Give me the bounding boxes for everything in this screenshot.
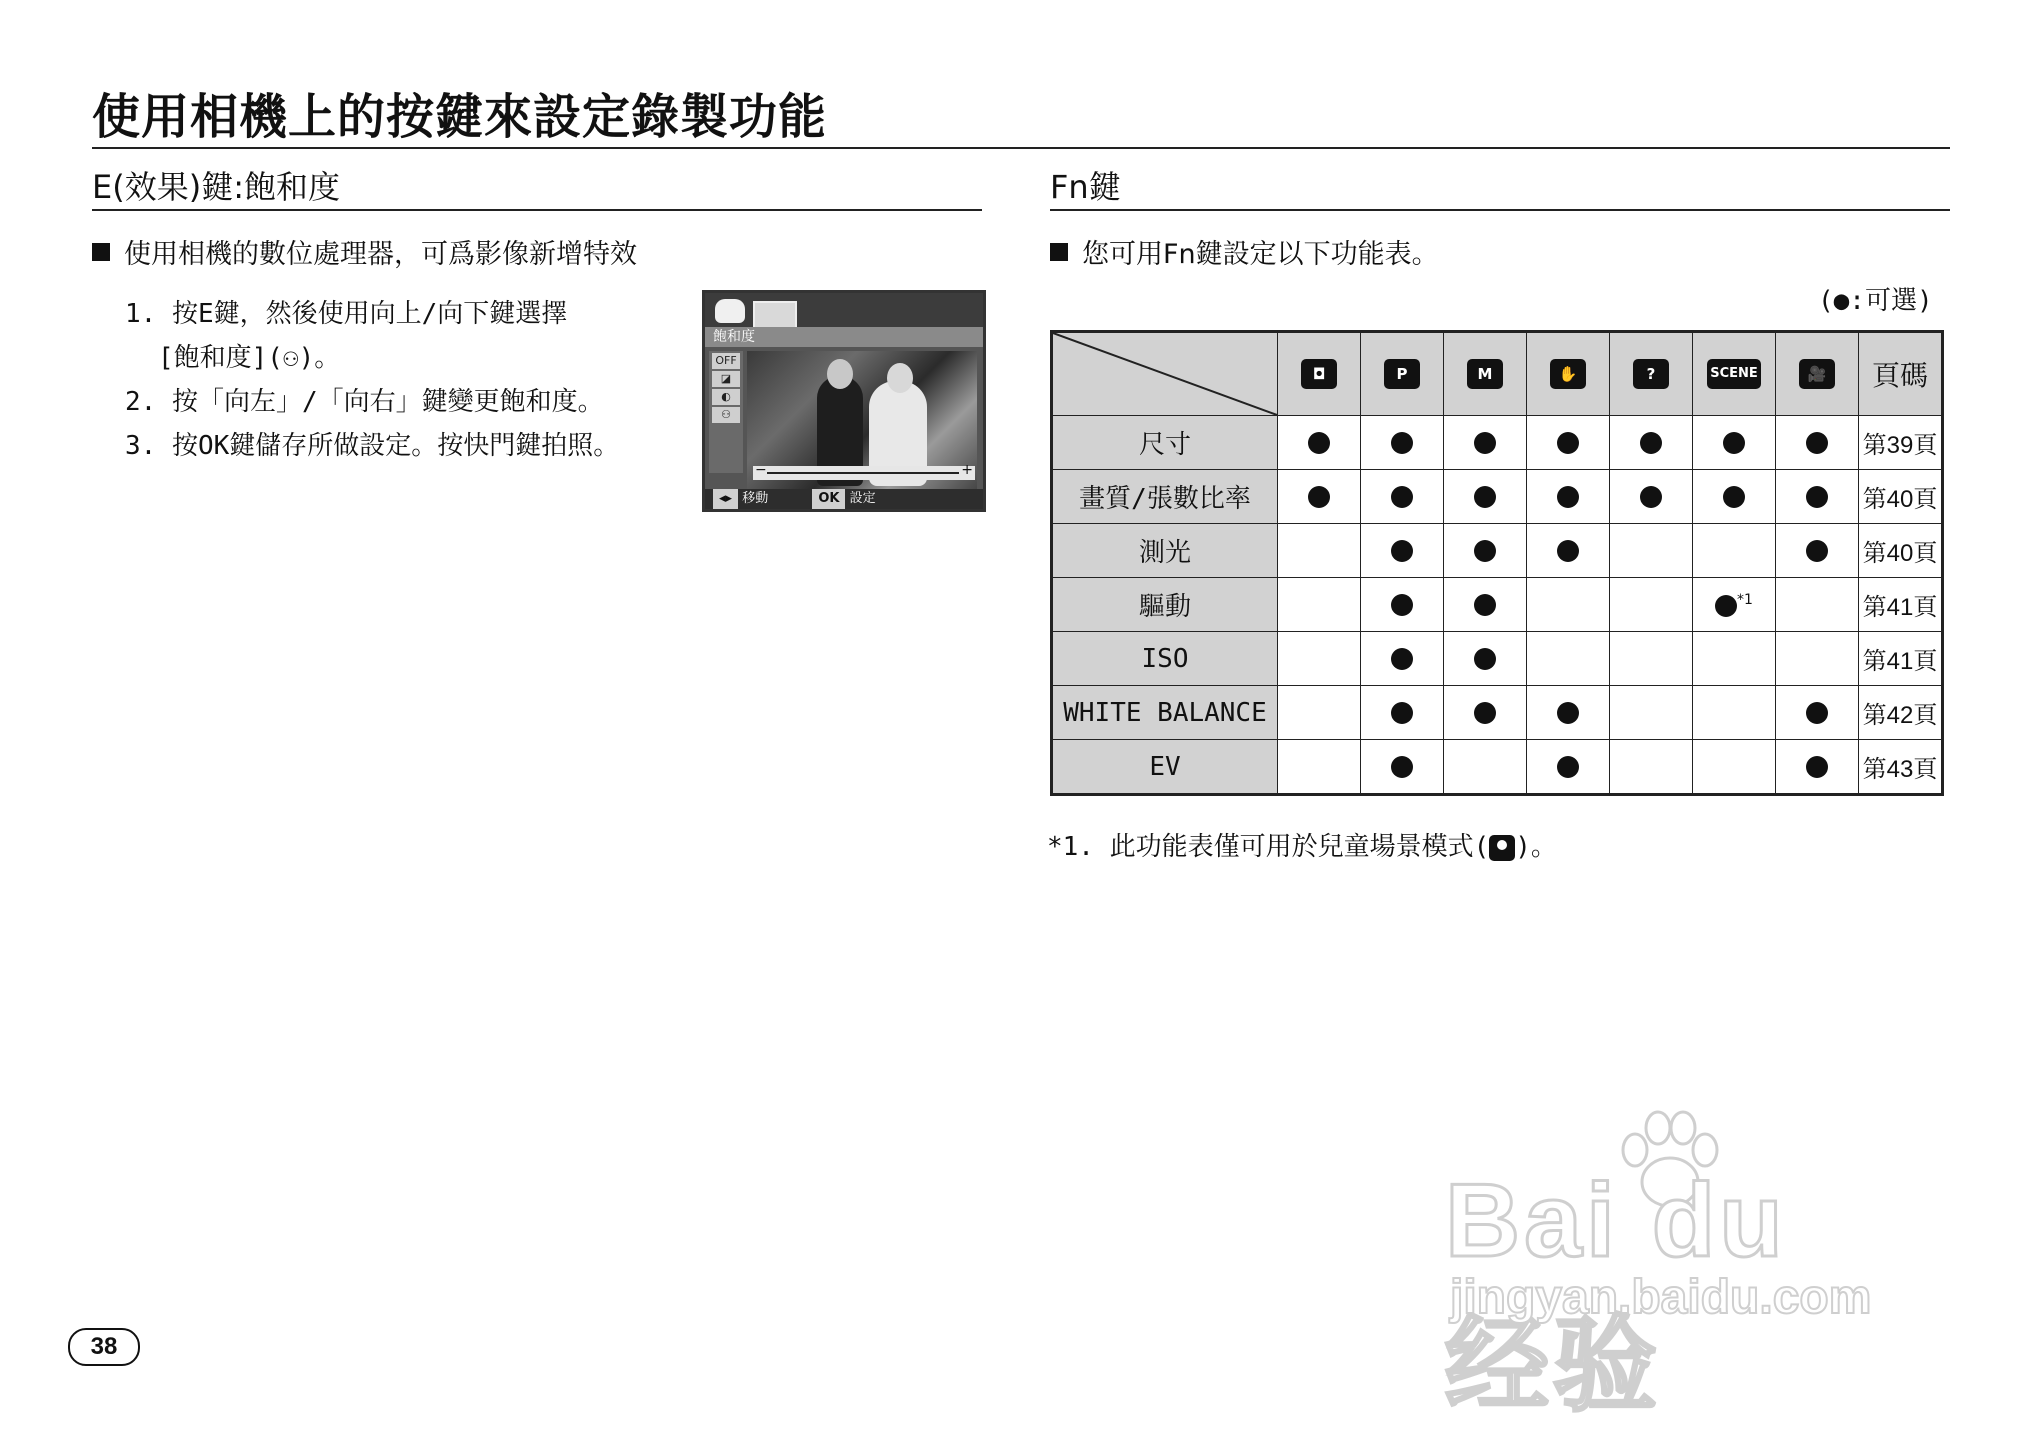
availability-cell xyxy=(1527,416,1610,470)
available-dot-icon xyxy=(1391,540,1413,562)
availability-cell xyxy=(1776,524,1859,578)
optional-legend: (●:可選) xyxy=(1818,286,1933,316)
availability-cell xyxy=(1776,416,1859,470)
page-ref: 第40頁 xyxy=(1859,524,1943,578)
mode-photo-help xyxy=(1610,332,1693,416)
side-item-2: ◪ xyxy=(712,371,740,387)
available-dot-icon xyxy=(1806,432,1828,454)
footnote-text: *1. 此功能表僅可用於兒童場景模式( xyxy=(1047,832,1490,862)
palette-icon xyxy=(715,299,745,323)
photo-bride-head xyxy=(887,363,913,393)
watermark-logo-text: Bai du 经验 xyxy=(1445,1163,1787,1424)
availability-cell xyxy=(1361,740,1444,795)
mode-manual xyxy=(1444,332,1527,416)
page-number: 38 xyxy=(68,1328,140,1366)
availability-cell xyxy=(1444,470,1527,524)
availability-cell xyxy=(1693,686,1776,740)
bullet-square-icon xyxy=(1050,243,1068,261)
left-bullet-text: 使用相機的數位處理器，可爲影像新增特效 xyxy=(124,239,637,270)
available-dot-icon xyxy=(1391,486,1413,508)
available-dot-icon xyxy=(1308,486,1330,508)
saturation-slider xyxy=(753,462,975,480)
diagonal-line xyxy=(1053,333,1277,415)
availability-cell xyxy=(1610,740,1693,795)
film-icon xyxy=(753,301,797,329)
table-row xyxy=(1052,740,1943,795)
available-dot-icon xyxy=(1474,540,1496,562)
movie-icon: 🎥 xyxy=(1799,359,1835,389)
watermark-url: jingyan.baidu.com xyxy=(1450,1271,1872,1324)
available-dot-icon xyxy=(1557,486,1579,508)
available-dot-icon xyxy=(1474,432,1496,454)
row-label: 驅動 xyxy=(1052,578,1278,632)
right-bullet-text: 您可用Fn鍵設定以下功能表。 xyxy=(1082,239,1439,270)
available-dot-icon xyxy=(1640,432,1662,454)
mode-scene xyxy=(1693,332,1776,416)
availability-cell xyxy=(1776,578,1859,632)
camera-lcd-screenshot xyxy=(702,290,986,512)
page-ref: 第39頁 xyxy=(1859,416,1943,470)
available-dot-icon xyxy=(1474,648,1496,670)
availability-cell xyxy=(1693,578,1776,632)
available-dot-icon xyxy=(1474,486,1496,508)
availability-cell xyxy=(1278,632,1361,686)
availability-cell xyxy=(1527,470,1610,524)
effect-key-heading: E(效果)鍵:飽和度 xyxy=(92,168,340,206)
row-label: 尺寸 xyxy=(1052,416,1278,470)
availability-cell xyxy=(1776,632,1859,686)
steps-list xyxy=(125,292,619,468)
availability-cell xyxy=(1693,470,1776,524)
available-dot-icon xyxy=(1723,486,1745,508)
side-item-3: ◐ xyxy=(712,389,740,405)
availability-cell xyxy=(1776,470,1859,524)
row-label: 畫質/張數比率 xyxy=(1052,470,1278,524)
available-dot-icon xyxy=(1806,756,1828,778)
table-row xyxy=(1052,632,1943,686)
side-item-saturation: ⚇ xyxy=(712,407,740,423)
available-dot-icon xyxy=(1557,756,1579,778)
available-dot-icon xyxy=(1391,648,1413,670)
availability-cell xyxy=(1444,578,1527,632)
scene-icon: SCENE xyxy=(1707,359,1761,389)
availability-cell xyxy=(1361,524,1444,578)
lcd-tab-bar xyxy=(705,293,983,327)
availability-cell xyxy=(1693,416,1776,470)
title-rule xyxy=(92,147,1950,149)
availability-cell xyxy=(1693,740,1776,795)
bullet-square-icon xyxy=(92,243,110,261)
diagonal-header-cell xyxy=(1052,332,1278,416)
availability-cell xyxy=(1361,578,1444,632)
lcd-menu-label: 飽和度 xyxy=(705,327,983,347)
row-label: EV xyxy=(1052,740,1278,795)
right-bullet xyxy=(1050,232,1439,271)
diagonal-header xyxy=(1053,333,1277,415)
availability-cell xyxy=(1444,524,1527,578)
step-3: 3. 按OK鍵儲存所做設定。按快門鍵拍照。 xyxy=(125,431,620,461)
available-dot-icon xyxy=(1391,756,1413,778)
mode-dual-is xyxy=(1527,332,1610,416)
available-dot-icon xyxy=(1308,432,1330,454)
availability-cell xyxy=(1444,686,1527,740)
availability-cell xyxy=(1693,632,1776,686)
photo-groom-head xyxy=(827,359,853,389)
mode-auto xyxy=(1278,332,1361,416)
manual-icon: M xyxy=(1467,359,1503,389)
available-dot-icon xyxy=(1806,486,1828,508)
page-ref: 第41頁 xyxy=(1859,632,1943,686)
page-title: 使用相機上的按鍵來設定錄製功能 xyxy=(92,89,828,145)
footnote-end: )。 xyxy=(1515,832,1557,862)
ok-key-label: OK xyxy=(812,489,845,509)
availability-cell xyxy=(1278,470,1361,524)
availability-cell xyxy=(1278,686,1361,740)
availability-cell xyxy=(1610,686,1693,740)
table-row xyxy=(1052,470,1943,524)
dual-is-icon: ✋ xyxy=(1550,359,1586,389)
available-dot-icon xyxy=(1391,432,1413,454)
availability-cell xyxy=(1610,632,1693,686)
row-label: WHITE BALANCE xyxy=(1052,686,1278,740)
step-2: 2. 按「向左」/「向右」鍵變更飽和度。 xyxy=(125,387,604,417)
availability-cell xyxy=(1693,524,1776,578)
mode-program xyxy=(1361,332,1444,416)
availability-cell xyxy=(1361,416,1444,470)
available-dot-icon xyxy=(1474,702,1496,724)
row-label: 測光 xyxy=(1052,524,1278,578)
available-dot-icon xyxy=(1391,702,1413,724)
availability-cell xyxy=(1444,632,1527,686)
availability-cell xyxy=(1610,416,1693,470)
availability-cell xyxy=(1776,740,1859,795)
availability-cell xyxy=(1278,416,1361,470)
left-bullet xyxy=(92,232,637,271)
right-section-rule xyxy=(1050,209,1950,211)
table-row xyxy=(1052,524,1943,578)
camera-icon: ◘ xyxy=(1301,359,1337,389)
availability-cell xyxy=(1527,686,1610,740)
fn-function-table xyxy=(1050,330,1944,796)
page-ref: 第40頁 xyxy=(1859,470,1943,524)
footnote-marker: *1 xyxy=(1737,592,1753,609)
availability-cell xyxy=(1527,524,1610,578)
availability-cell xyxy=(1527,578,1610,632)
availability-cell xyxy=(1527,632,1610,686)
step-1-cont: [飽和度](⚇)。 xyxy=(158,343,341,373)
page-ref: 第41頁 xyxy=(1859,578,1943,632)
set-label: 設定 xyxy=(849,491,876,506)
availability-cell xyxy=(1278,578,1361,632)
page-ref: 第43頁 xyxy=(1859,740,1943,795)
photo-help-icon: ? xyxy=(1633,359,1669,389)
availability-cell xyxy=(1610,524,1693,578)
side-item-off: OFF xyxy=(712,353,740,369)
availability-cell xyxy=(1610,470,1693,524)
page-ref: 第42頁 xyxy=(1859,686,1943,740)
available-dot-icon xyxy=(1557,432,1579,454)
lcd-bottom-bar xyxy=(705,489,983,509)
available-dot-icon xyxy=(1640,486,1662,508)
mode-movie xyxy=(1776,332,1859,416)
table-header-row xyxy=(1052,332,1943,416)
table-row xyxy=(1052,686,1943,740)
available-dot-icon xyxy=(1715,595,1737,617)
program-icon: P xyxy=(1384,359,1420,389)
availability-cell xyxy=(1776,686,1859,740)
nav-arrows-icon: ◂▸ xyxy=(713,489,738,509)
slider-minus: − xyxy=(755,462,767,478)
availability-cell xyxy=(1610,578,1693,632)
availability-cell xyxy=(1527,740,1610,795)
table-row xyxy=(1052,578,1943,632)
availability-cell xyxy=(1444,416,1527,470)
available-dot-icon xyxy=(1474,594,1496,616)
page-header: 頁碼 xyxy=(1859,332,1943,416)
availability-cell xyxy=(1278,524,1361,578)
fn-key-heading: Fn鍵 xyxy=(1050,168,1121,206)
left-section-rule xyxy=(92,209,982,211)
footnote xyxy=(1047,826,1557,863)
lcd-side-menu xyxy=(709,351,743,473)
available-dot-icon xyxy=(1557,540,1579,562)
kids-scene-icon xyxy=(1489,835,1515,861)
baidu-watermark xyxy=(1445,1110,1905,1424)
availability-cell xyxy=(1361,632,1444,686)
available-dot-icon xyxy=(1806,540,1828,562)
row-label: ISO xyxy=(1052,632,1278,686)
slider-track xyxy=(767,472,959,474)
availability-cell xyxy=(1444,740,1527,795)
available-dot-icon xyxy=(1557,702,1579,724)
move-label: 移動 xyxy=(742,491,769,506)
table-row xyxy=(1052,416,1943,470)
available-dot-icon xyxy=(1391,594,1413,616)
step-1: 1. 按E鍵，然後使用向上/向下鍵選擇 xyxy=(125,299,568,329)
slider-plus: + xyxy=(961,462,973,478)
availability-cell xyxy=(1361,686,1444,740)
available-dot-icon xyxy=(1806,702,1828,724)
availability-cell xyxy=(1361,470,1444,524)
availability-cell xyxy=(1278,740,1361,795)
available-dot-icon xyxy=(1723,432,1745,454)
